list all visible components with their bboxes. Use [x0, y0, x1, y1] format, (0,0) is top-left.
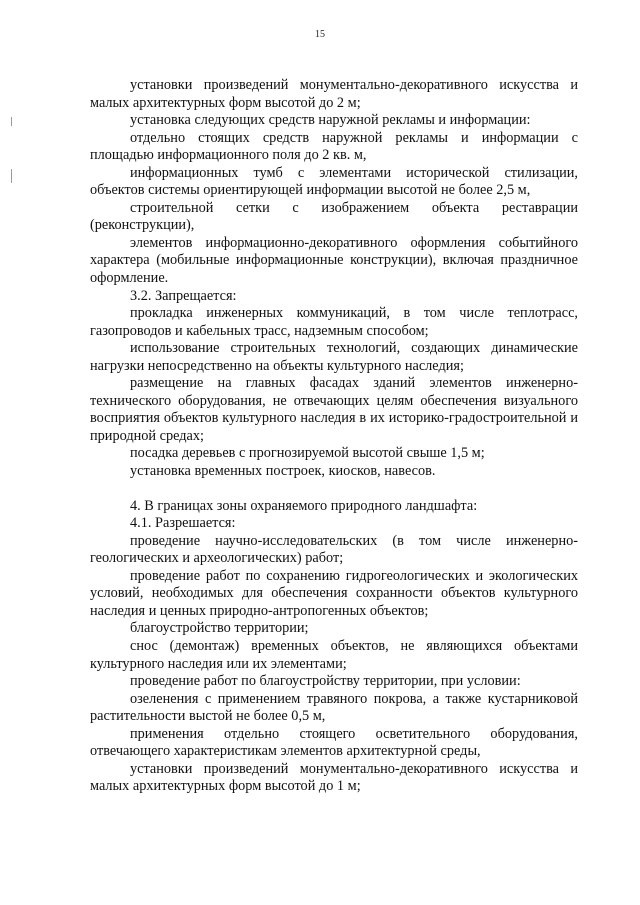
paragraph: элементов информационно-декоративного оформления событийного характера (мобильные информационные конструкции), включая праздничное оформление. [90, 234, 578, 287]
paragraph: использование строительных технологий, создающих динамические нагрузки непосредственно на объекты культурного наследия; [90, 340, 578, 374]
page-number: 15 [315, 29, 325, 40]
left-margin-mark-top [11, 117, 12, 126]
paragraph: строительной сетки с изображением объекта реставрации (реконструкции), [90, 199, 578, 234]
paragraph: размещение на главных фасадах зданий элементов инженерно-технического оборудования, не отвечающих целям обеспечения визуального восприятия объектов культурного наследия в их историко-градостроительной и природной средах; [90, 375, 578, 444]
paragraph: отдельно стоящих средств наружной рекламы и информации с площадью информационного поля до 2 кв. м, [90, 129, 578, 164]
section-heading: 4.1. Разрешается: [130, 515, 236, 532]
left-margin-mark-bottom [11, 169, 12, 183]
paragraph: озеленения с применением травяного покрова, а также кустарниковой растительности выстой не более 0,5 м, [90, 690, 578, 725]
section-heading: 3.2. Запрещается: [130, 287, 237, 304]
paragraph: проведение работ по благоустройству территории, при условии: [130, 673, 521, 690]
paragraph: снос (демонтаж) временных объектов, не являющихся объектами культурного наследия или их элементами; [90, 637, 578, 672]
paragraph: проведение работ по сохранению гидрогеологических и экологических условий, необходимых для обеспечения сохранности объектов культурного наследия и ценных природно-антропогенных объектов; [90, 567, 578, 619]
paragraph: благоустройство территории; [130, 620, 309, 637]
paragraph: проведение научно-исследовательских (в том числе инженерно-геологических и археологических) работ; [90, 532, 578, 567]
section-heading: 4. В границах зоны охраняемого природного ландшафта: [130, 497, 478, 514]
paragraph: прокладка инженерных коммуникаций, в том числе теплотрасс, газопроводов и кабельных трасс, надземным способом; [90, 305, 578, 339]
paragraph: установки произведений монументально-декоративного искусства и малых архитектурных форм высотой до 1 м; [90, 760, 578, 795]
paragraph: применения отдельно стоящего осветительного оборудования, отвечающего характеристикам элементов архитектурной среды, [90, 725, 578, 760]
paragraph: установка временных построек, киосков, навесов. [130, 463, 436, 480]
paragraph: установка следующих средств наружной рекламы и информации: [130, 112, 531, 129]
paragraph: посадка деревьев с прогнозируемой высотой свыше 1,5 м; [130, 445, 485, 462]
paragraph: информационных тумб с элементами исторической стилизации, объектов системы ориентирующей информации высотой не более 2,5 м, [90, 164, 578, 199]
document-body [90, 77, 578, 796]
paragraph: установки произведений монументально-декоративного искусства и малых архитектурных форм высотой до 2 м; [90, 77, 578, 111]
